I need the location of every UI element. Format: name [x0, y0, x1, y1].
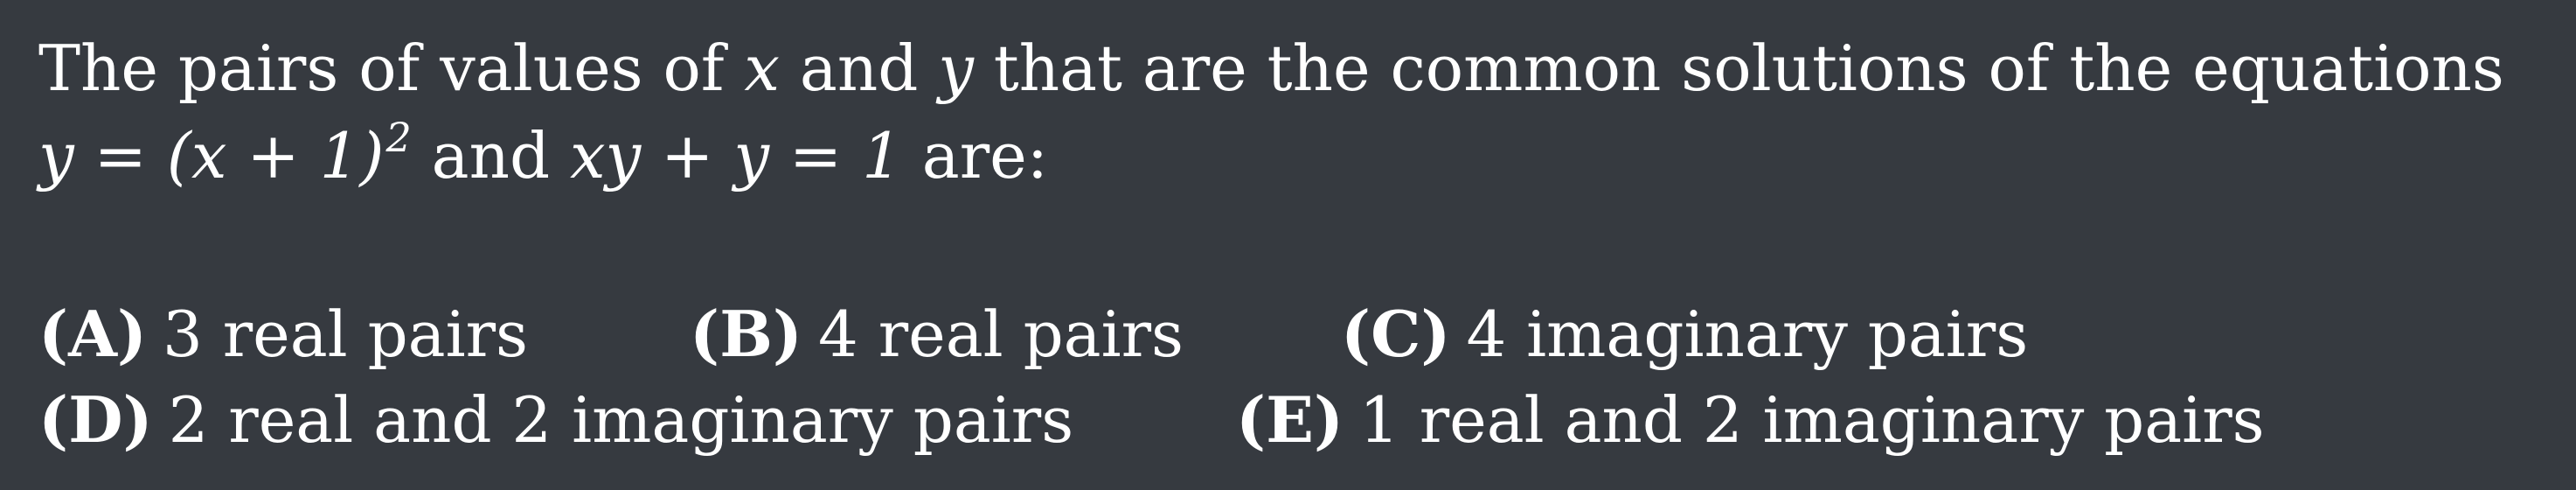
choices-row-1	[38, 291, 2550, 377]
question-text-end: that are the common solutions of the equations	[993, 32, 2504, 105]
choice-b-text: 4 real pairs	[818, 298, 1184, 371]
question-text-and: and	[799, 32, 919, 105]
equation-1	[38, 114, 412, 192]
choice-e[interactable]	[1236, 377, 2265, 463]
choice-b-label: (B)	[690, 297, 802, 371]
question-text-are: are:	[921, 119, 1049, 192]
choice-c[interactable]	[1341, 291, 2028, 377]
problem-document	[38, 24, 2550, 463]
question-text-and-2: and	[431, 119, 551, 192]
variable-x: x	[744, 32, 781, 105]
equation-1-exponent: 2	[385, 114, 412, 161]
choice-d[interactable]	[38, 377, 1073, 463]
question-text-start: The pairs of values of	[38, 32, 725, 105]
choice-c-label: (C)	[1341, 297, 1451, 371]
equation-2: xy + y = 1	[569, 119, 902, 192]
question-line-2	[38, 112, 2550, 207]
equation-1-base: y = (x + 1)	[38, 119, 385, 192]
choice-c-text: 4 imaginary pairs	[1466, 298, 2029, 371]
choices-row-2	[38, 377, 2550, 463]
choice-a-text: 3 real pairs	[163, 298, 528, 371]
question-line-1	[38, 24, 2550, 112]
choice-d-label: (D)	[38, 382, 153, 457]
variable-y: y	[938, 32, 974, 105]
choice-e-text: 1 real and 2 imaginary pairs	[1359, 383, 2265, 457]
choice-a[interactable]	[38, 291, 528, 377]
choice-d-text: 2 real and 2 imaginary pairs	[168, 383, 1074, 457]
choice-a-label: (A)	[38, 297, 147, 371]
choice-b[interactable]	[690, 291, 1184, 377]
choice-e-label: (E)	[1236, 382, 1344, 457]
